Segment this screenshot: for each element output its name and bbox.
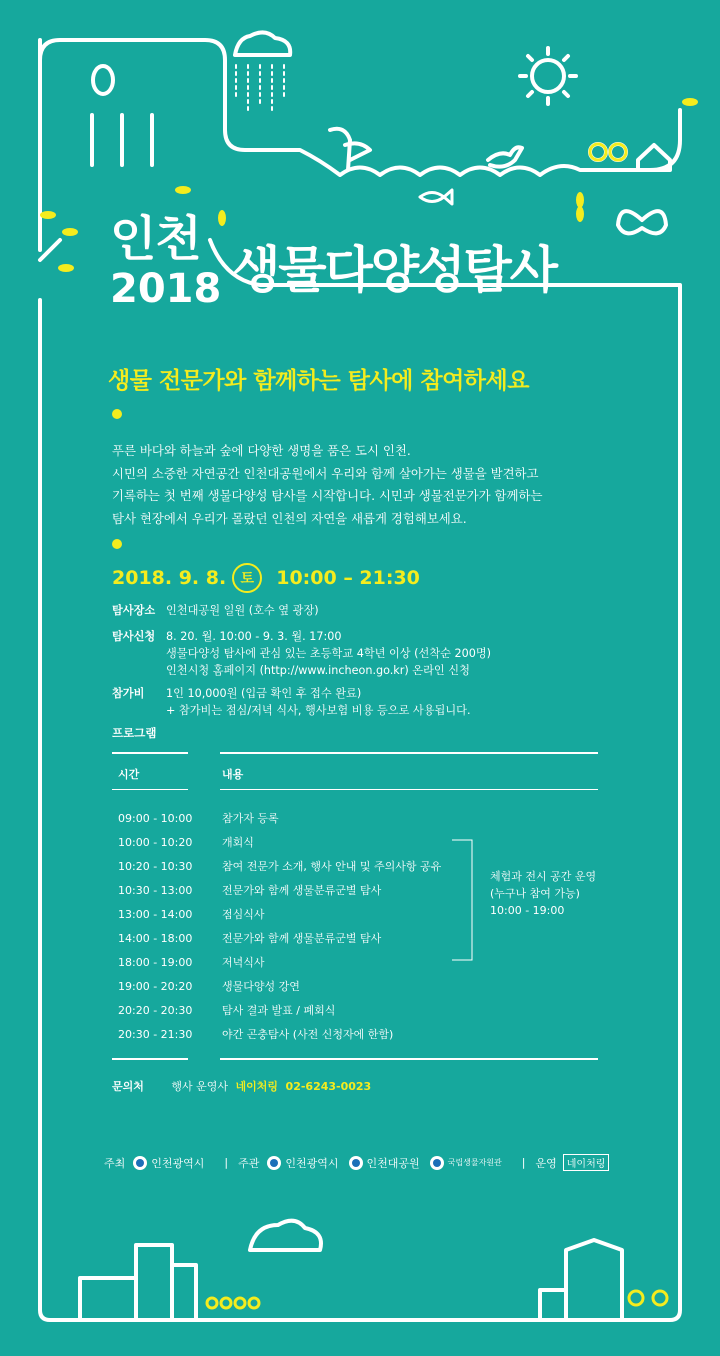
- rain-icon: [236, 65, 284, 110]
- bullet-dot: [112, 539, 122, 549]
- col-content-header: 내용: [222, 768, 244, 781]
- table-row: [118, 834, 254, 850]
- incheon-park-logo: 인천대공원: [349, 1155, 420, 1171]
- title-main: 생물다양성탐사: [232, 241, 557, 299]
- table-row: [118, 882, 381, 898]
- table-row: [118, 930, 381, 946]
- table-divider: [112, 1058, 188, 1060]
- sprout-icon: [40, 240, 60, 260]
- butterfly-icon: [618, 211, 666, 233]
- wheat-icon: [92, 115, 152, 165]
- row-time: 10:00 - 10:20: [118, 836, 193, 849]
- table-divider: [112, 789, 188, 790]
- duck-icon: [488, 147, 522, 166]
- naturing-logo: 네이처링: [563, 1154, 610, 1171]
- info-place: 탐사장소 인천대공원 일원 (호수 옆 광장): [112, 604, 319, 617]
- row-time: 18:00 - 19:00: [118, 956, 193, 969]
- program-title: 프로그램: [112, 726, 157, 740]
- row-content: 야간 곤충탐사 (사전 신청자에 한함): [222, 1028, 394, 1041]
- info-fee: 참가비 1인 10,000원 (입금 확인 후 접수 완료) + 참가비는 점심/저녁 식사, 행사보험 비용 등으로 사용됩니다.: [112, 687, 471, 717]
- row-time: 09:00 - 10:00: [118, 812, 193, 825]
- event-date: [112, 563, 420, 593]
- time-text: 10:00 – 21:30: [276, 567, 420, 589]
- row-content: 탐사 결과 발표 / 폐회식: [222, 1004, 336, 1017]
- fish-icon: [420, 190, 452, 204]
- building-icon-right: [540, 1240, 622, 1320]
- incheon-city-logo-2: 인천광역시: [267, 1155, 338, 1171]
- row-content: 전문가와 함께 생물분류군별 탐사: [222, 884, 382, 897]
- day-badge: 토: [232, 563, 262, 593]
- info-apply: 탐사신청 8. 20. 월. 10:00 - 9. 3. 월. 17:00 생물다양성 탐사에 관심 있는 초등학교 4학년 이상 (선착순 200명) 인천시청 홈페이지 (http://www.incheon.go.kr) 온라인 신청: [112, 630, 492, 677]
- heron-icon: [330, 129, 370, 170]
- side-note: 체험과 전시 공간 운영 (누구나 참여 가능) 10:00 - 19:00: [490, 870, 597, 917]
- beetle-icon: [93, 66, 113, 94]
- row-time: 14:00 - 18:00: [118, 932, 193, 945]
- table-row: [118, 858, 441, 874]
- table-row: [118, 978, 300, 994]
- row-time: 10:20 - 10:30: [118, 860, 193, 873]
- row-content: 전문가와 함께 생물분류군별 탐사: [222, 932, 382, 945]
- col-time-header: 시간: [118, 768, 140, 781]
- row-content: 참여 전문가 소개, 행사 안내 및 주의사항 공유: [222, 860, 442, 873]
- row-time: 20:30 - 21:30: [118, 1028, 193, 1041]
- row-content: 개회식: [222, 836, 254, 849]
- bullet-dot: [112, 409, 122, 419]
- table-divider: [220, 1058, 598, 1060]
- title-city: 인천: [110, 211, 201, 267]
- table-row: [118, 1002, 335, 1018]
- table-row: [118, 954, 265, 970]
- row-content: 생물다양성 강연: [222, 980, 300, 993]
- table-divider: [112, 752, 188, 754]
- intro-text: 푸른 바다와 하늘과 숲에 다양한 생명을 품은 도시 인천. 시민의 소중한 자연공간 인천대공원에서 우리와 함께 살아가는 생물을 발견하고 기록하는 첫 번째 생물다양성 탐사를 시작합니다. 시민과 생물전문가가 함께하는 탐사 현장에서 우리가 몰랐던 인천의 자연을 새롭게 경험해보세요.: [112, 443, 543, 526]
- table-divider: [220, 789, 598, 790]
- table-row: [118, 906, 265, 922]
- row-time: 20:20 - 20:30: [118, 1004, 193, 1017]
- wheat-yellow-icon: [218, 210, 226, 226]
- table-divider: [220, 752, 598, 754]
- title-year: 2018: [110, 266, 222, 312]
- date-text: 2018. 9. 8.: [112, 567, 227, 589]
- headline: 생물 전문가와 함께하는 탐사에 참여하세요: [108, 368, 529, 394]
- bush-icon: [207, 1298, 217, 1308]
- contact: 문의처 행사 운영사 네이처링 02-6243-0023: [112, 1080, 372, 1093]
- row-time: 13:00 - 14:00: [118, 908, 193, 921]
- incheon-city-logo: 인천광역시: [133, 1155, 204, 1171]
- row-content: 참가자 등록: [222, 812, 279, 825]
- cloud-icon: [235, 32, 290, 55]
- table-row: [118, 1026, 393, 1042]
- nibr-logo: 국립생물자원관: [430, 1156, 502, 1170]
- side-bracket: [450, 838, 480, 964]
- organizers: 주최 인천광역시 | 주관 인천광역시 인천대공원 국립생물자원관 | 운영 네이처링: [104, 1154, 609, 1171]
- table-row: [118, 810, 279, 826]
- building-icon: [80, 1245, 196, 1320]
- row-content: 점심식사: [222, 908, 265, 921]
- row-content: 저녁식사: [222, 956, 265, 969]
- leaf-icon: [40, 211, 56, 219]
- row-time: 10:30 - 13:00: [118, 884, 193, 897]
- sun-icon: [532, 60, 564, 92]
- cloud-bottom-icon: [250, 1221, 321, 1250]
- row-time: 19:00 - 20:20: [118, 980, 193, 993]
